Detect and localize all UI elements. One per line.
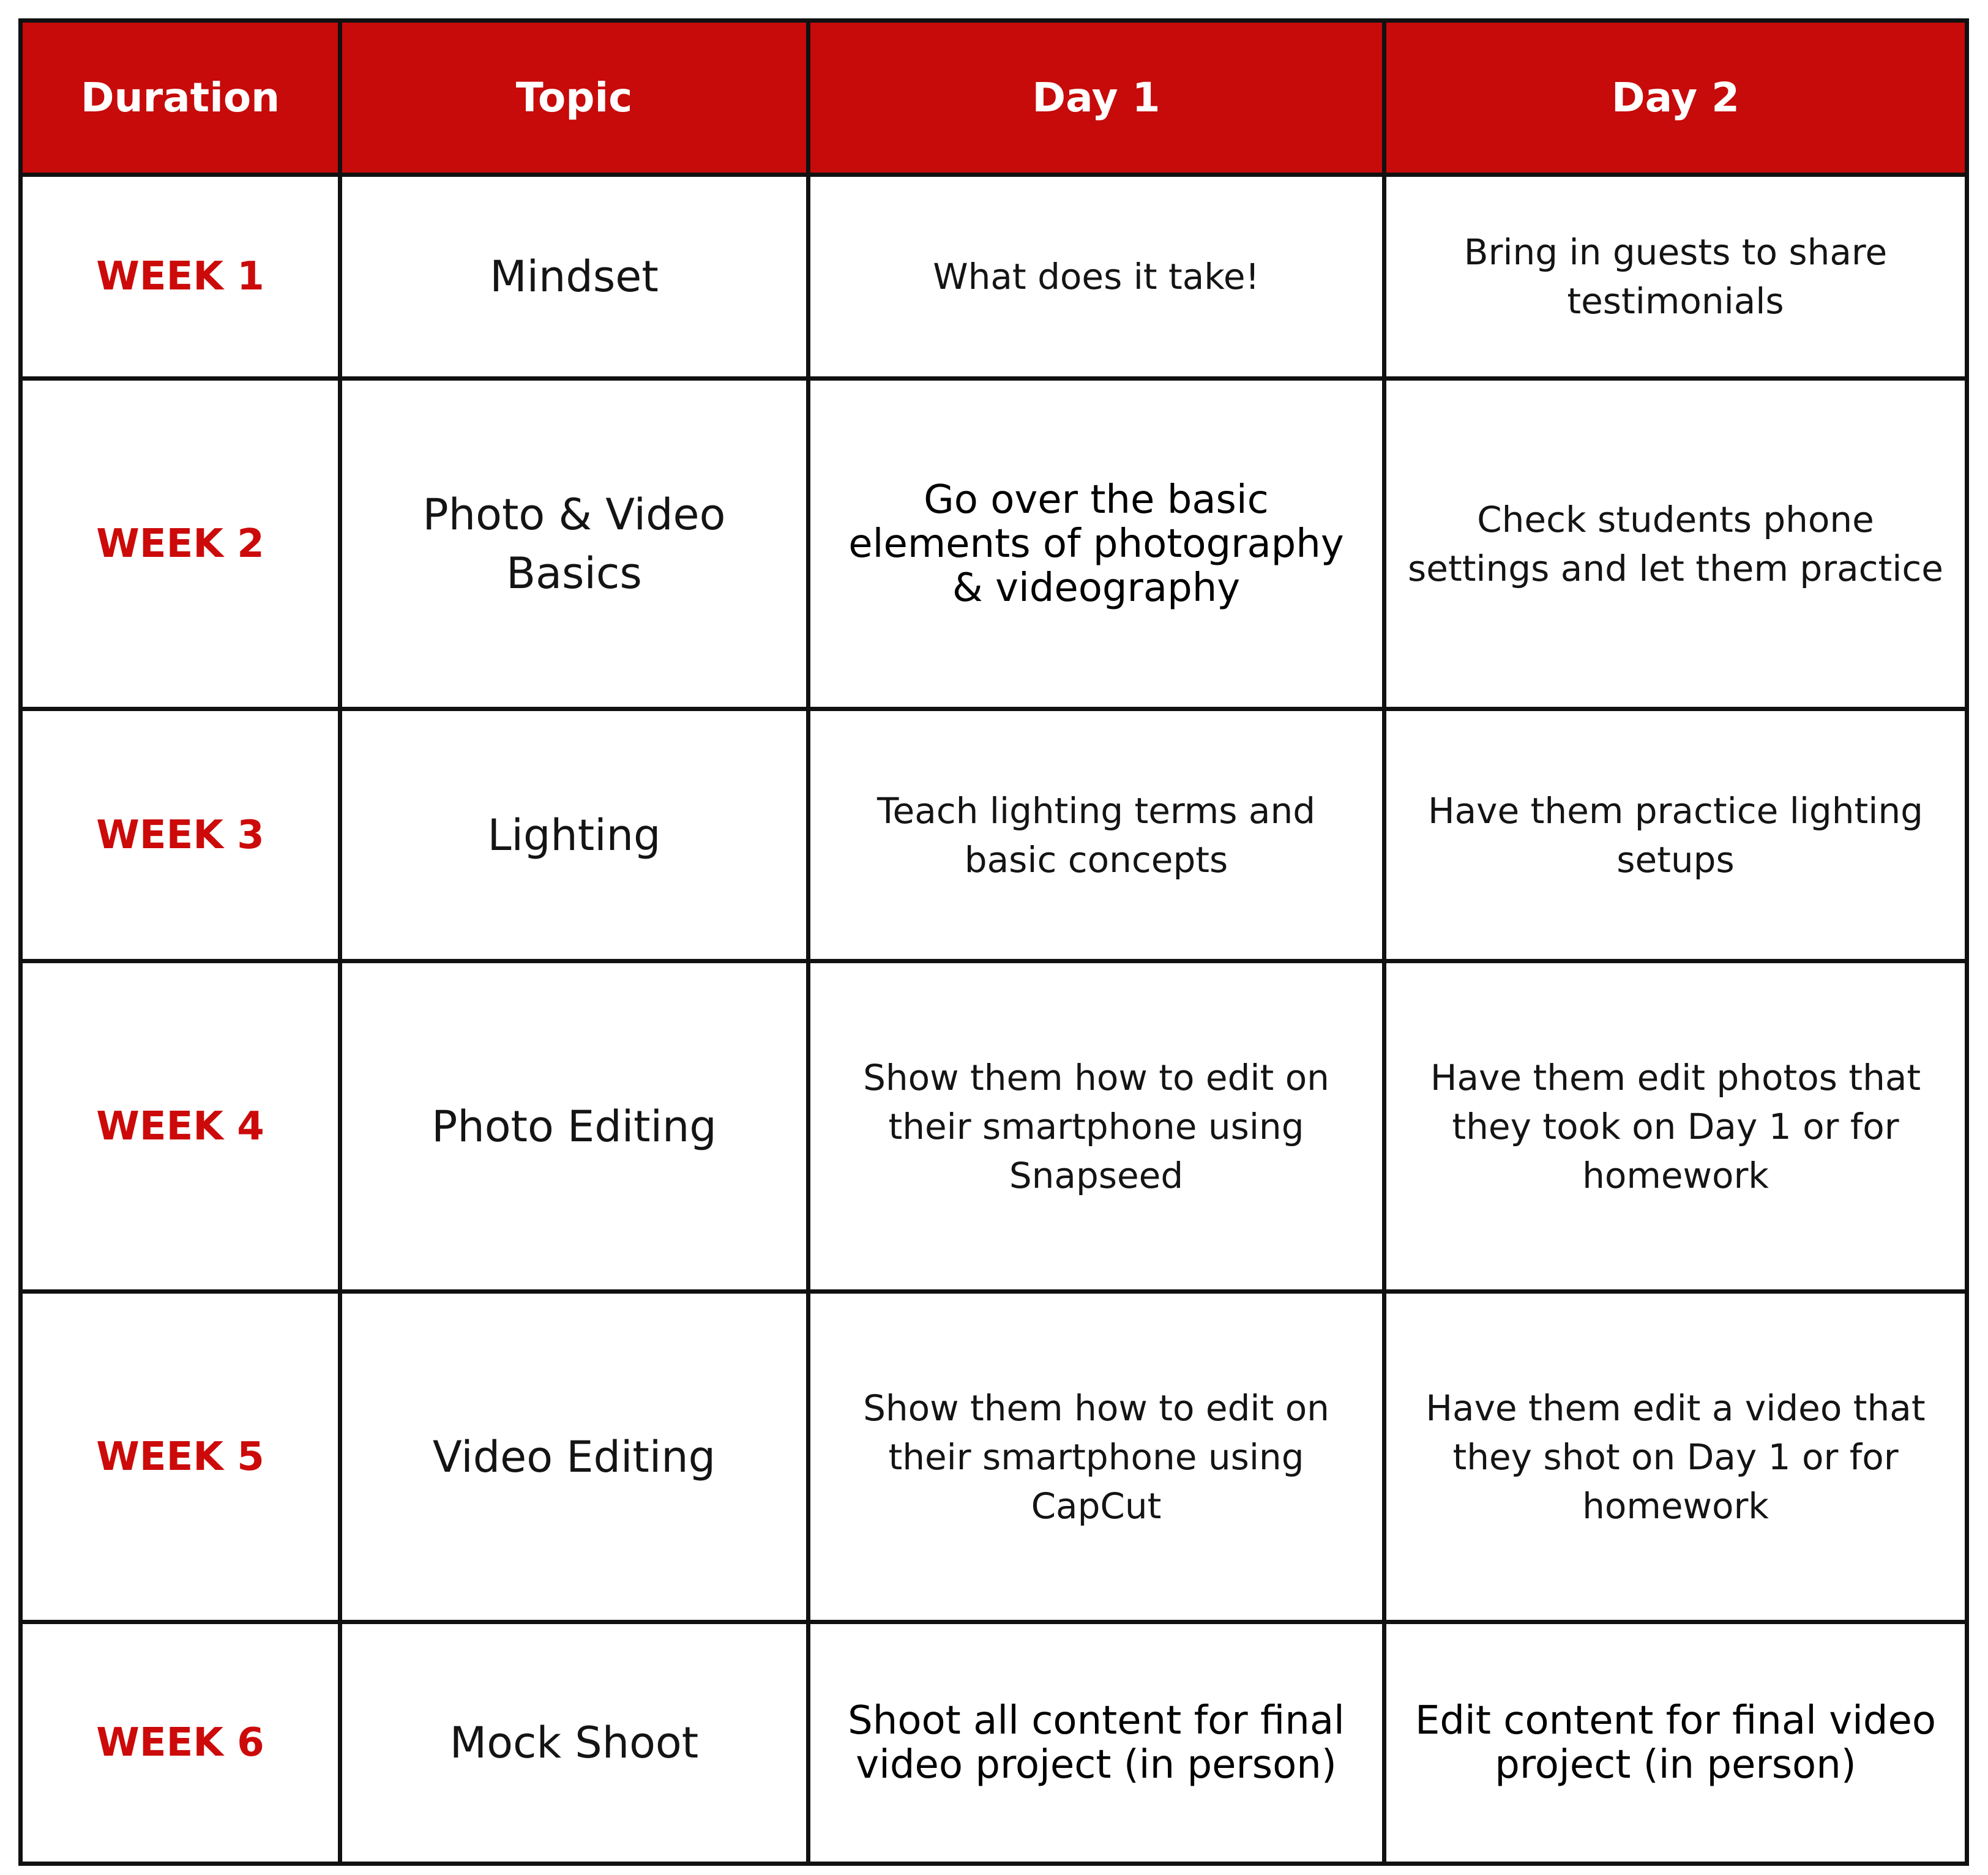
day2-cell: Have them edit photos that they took on Day 1 or for homework — [1384, 961, 1967, 1292]
topic-cell: Lighting — [340, 709, 809, 961]
header-day1: Day 1 — [809, 21, 1384, 175]
table-row — [21, 175, 1967, 379]
header-duration: Duration — [21, 21, 340, 175]
table-row — [21, 709, 1967, 961]
topic-cell: Mindset — [340, 175, 809, 379]
day1-cell: Show them how to edit on their smartphone using Snapseed — [809, 961, 1384, 1292]
header-day2: Day 2 — [1384, 21, 1967, 175]
table-row — [21, 1292, 1967, 1622]
day2-cell: Check students phone settings and let them practice — [1384, 379, 1967, 709]
header-topic: Topic — [340, 21, 809, 175]
table-row — [21, 379, 1967, 709]
day2-cell: Have them practice lighting setups — [1384, 709, 1967, 961]
week-cell: WEEK 4 — [21, 961, 340, 1292]
week-cell: WEEK 6 — [21, 1622, 340, 1864]
week-cell: WEEK 2 — [21, 379, 340, 709]
header-row — [21, 21, 1967, 175]
schedule-table — [18, 18, 1969, 1866]
table-row — [21, 961, 1967, 1292]
day1-cell: Show them how to edit on their smartphone using CapCut — [809, 1292, 1384, 1622]
day1-cell: Teach lighting terms and basic concepts — [809, 709, 1384, 961]
topic-cell: Mock Shoot — [340, 1622, 809, 1864]
day2-cell: Have them edit a video that they shot on Day 1 or for homework — [1384, 1292, 1967, 1622]
week-cell: WEEK 5 — [21, 1292, 340, 1622]
week-cell: WEEK 3 — [21, 709, 340, 961]
day2-cell: Bring in guests to share testimonials — [1384, 175, 1967, 379]
topic-cell: Photo & Video Basics — [340, 379, 809, 709]
table-row — [21, 1622, 1967, 1864]
day1-cell: Shoot all content for final video project (in person) — [809, 1622, 1384, 1864]
topic-cell: Photo Editing — [340, 961, 809, 1292]
day2-cell: Edit content for final video project (in person) — [1384, 1622, 1967, 1864]
day1-cell: Go over the basic elements of photography & videography — [809, 379, 1384, 709]
topic-cell: Video Editing — [340, 1292, 809, 1622]
day1-cell: What does it take! — [809, 175, 1384, 379]
week-cell: WEEK 1 — [21, 175, 340, 379]
